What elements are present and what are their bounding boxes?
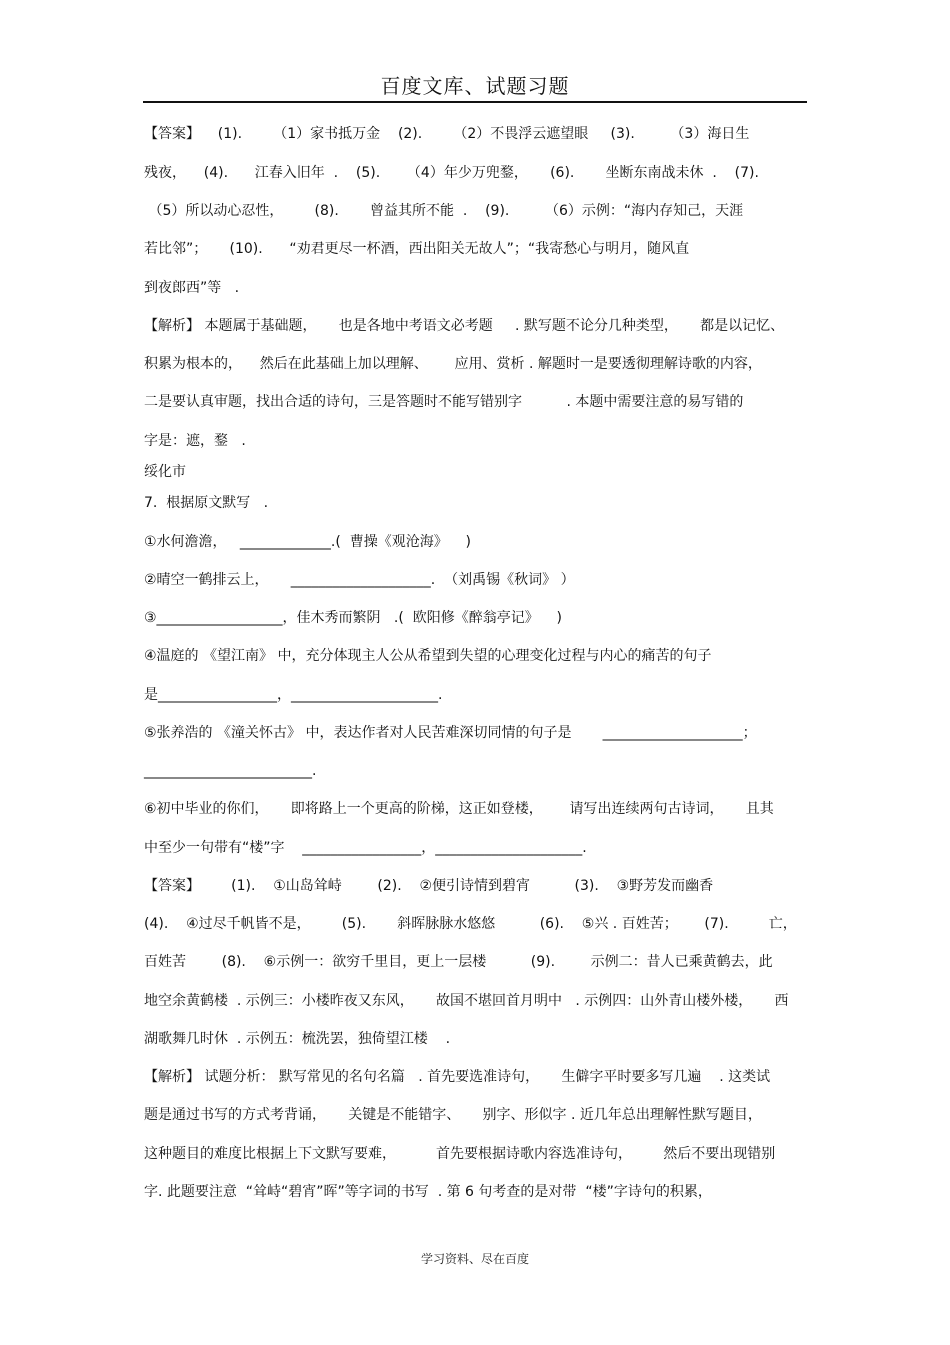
text-line: 湖歌舞几时休 . 示例五：梳洗罢，独倚望江楼 . xyxy=(144,1031,451,1047)
text-line: 地空余黄鹤楼 . 示例三：小楼昨夜又东风， 故国不堪回首月明中 . 示例四：山外青山楼外楼， 西 xyxy=(144,993,789,1009)
text-line: 字是：遮，鍪 . xyxy=(144,433,246,449)
text-line: ⑤张养浩的 《潼关怀古》 中，表达作者对人民苦难深切同情的句子是 ____________________； xyxy=(144,725,757,741)
text-line: 是_________________，_____________________. xyxy=(144,687,443,703)
text-line: ________________________. xyxy=(144,763,317,779)
text-line: ③__________________，佳木秀而繁阴 .( 欧阳修《醉翁亭记》 ) xyxy=(144,610,562,626)
text-line: ①水何澹澹， _____________.( 曹操《观沧海》 ) xyxy=(144,534,471,550)
text-line: 积累为根本的， 然后在此基础上加以理解、 应用、赏析 . 解题时一是要透彻理解诗歌的内容， xyxy=(144,356,762,372)
text-line: 【解析】 试题分析： 默写常见的名句名篇 . 首先要选准诗句， 生僻字平时要多写几遍 . 这类试 xyxy=(144,1069,771,1085)
text-line: 7. 根据原文默写 . xyxy=(144,495,269,511)
text-line: (4). ④过尽千帆皆不是， (5). 斜晖脉脉水悠悠 (6). ⑤兴 . 百姓苦； (7). 亡， xyxy=(144,916,797,932)
text-line: ④温庭的 《望江南》 中，充分体现主人公从希望到失望的心理变化过程与内心的痛苦的句子 xyxy=(144,648,712,664)
text-line: 残夜， (4). 江春入旧年 . (5). （4）年少万兜鍪， (6). 坐断东南战未休 . (7). xyxy=(144,165,759,181)
text-line: 若比邻”； (10). “劝君更尽一杯酒，西出阳关无故人”；“我寄愁心与明月，随风直 xyxy=(144,241,690,257)
header-divider xyxy=(143,101,807,103)
text-line: ⑥初中毕业的你们， 即将路上一个更高的阶梯，这正如登楼， 请写出连续两句古诗词， 且其 xyxy=(144,801,774,817)
text-line: 到夜郎西”等 . xyxy=(144,280,240,296)
text-line: 【答案】 (1). （1）家书抵万金 (2). （2）不畏浮云遮望眼 (3). （3）海日生 xyxy=(144,126,750,142)
text-line: 这种题目的难度比根据上下文默写要难， 首先要根据诗歌内容选准诗句， 然后不要出现错别 xyxy=(144,1146,776,1162)
text-line: 【答案】 (1). ①山岛耸峙 (2). ②便引诗情到碧宵 (3). ③野芳发而幽香 xyxy=(144,878,714,894)
page-footer: 学习资料、尽在百度 xyxy=(420,1252,529,1266)
text-line: ②晴空一鹤排云上， ____________________. （刘禹锡《秋词》 ） xyxy=(144,572,575,588)
text-line: 百姓苦 (8). ⑥示例一：欲穷千里目，更上一层楼 (9). 示例二：昔人已乘黄鹤去，此 xyxy=(144,954,773,970)
text-line: 字. 此题要注意 “耸峙“碧宵”晖”等字词的书写 . 第 6 句考查的是对带 “楼”字诗句的积累， xyxy=(144,1184,712,1200)
text-line: （5）所以动心忍性， (8). 曾益其所不能 . (9). （6）示例：“海内存知己，天涯 xyxy=(144,203,744,219)
page-header-title: 百度文库、试题习题 xyxy=(380,74,570,98)
text-line: 二是要认真审题，找出合适的诗句，三是答题时不能写错别字 . 本题中需要注意的易写错的 xyxy=(144,394,744,410)
text-line: 【解析】 本题属于基础题， 也是各地中考语文必考题 . 默写题不论分几种类型， 都是以记忆、 xyxy=(144,318,785,334)
text-line: 绥化市 xyxy=(144,464,186,480)
text-line: 题是通过书写的方式考背诵， 关键是不能错字、 别字、形似字 . 近几年总出理解性默写题目， xyxy=(144,1107,762,1123)
text-line: 中至少一句带有“楼”字 _________________，_____________________. xyxy=(144,840,587,856)
